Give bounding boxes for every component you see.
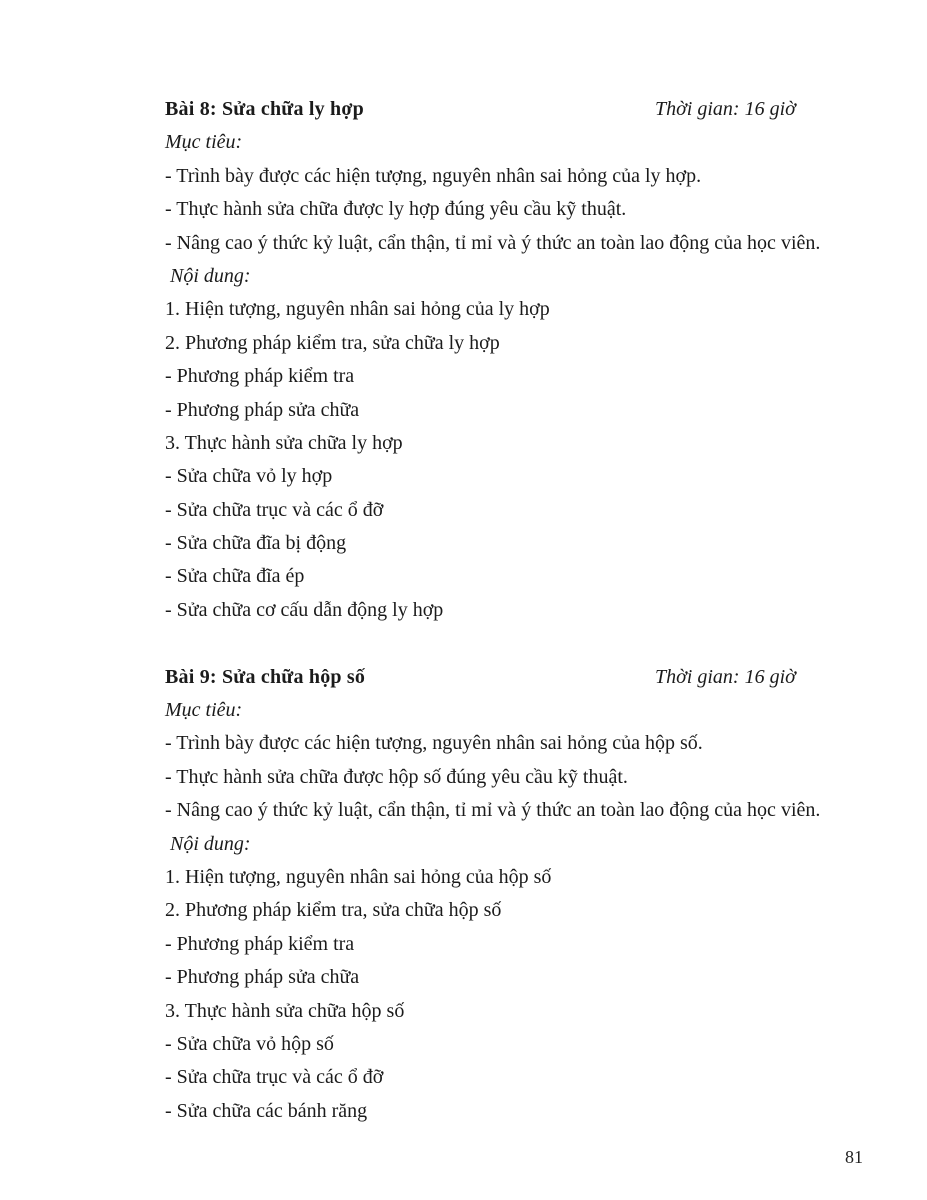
lesson-body	[165, 126, 883, 627]
content-line: Mục tiêu:	[165, 699, 243, 722]
content-line: - Sửa chữa đĩa ép	[165, 565, 305, 588]
content-line: - Sửa chữa các bánh răng	[165, 1099, 368, 1122]
content-line: - Nâng cao ý thức kỷ luật, cẩn thận, tỉ mỉ và ý thức an toàn lao động của học viên.	[165, 231, 821, 254]
content-line: - Sửa chữa vỏ hộp số	[165, 1032, 334, 1055]
content-line: Nội dung:	[170, 264, 251, 287]
content-line: - Sửa chữa trục và các ổ đỡ	[165, 498, 384, 521]
content-line: - Trình bày được các hiện tượng, nguyên nhân sai hỏng của ly hợp.	[165, 164, 702, 187]
content-line: - Nâng cao ý thức kỷ luật, cẩn thận, tỉ mỉ và ý thức an toàn lao động của học viên.	[165, 799, 821, 822]
document-content	[165, 93, 883, 1128]
content-line: - Thực hành sửa chữa được hộp số đúng yêu cầu kỹ thuật.	[165, 765, 628, 788]
lesson-heading	[165, 93, 883, 126]
lesson-body	[165, 694, 883, 1128]
section-gap	[165, 627, 883, 660]
content-line: - Thực hành sửa chữa được ly hợp đúng yêu cầu kỹ thuật.	[165, 198, 627, 221]
lesson-time: Thời gian: 16 giờ	[655, 98, 796, 120]
lesson-section-bai-8	[165, 93, 883, 627]
lesson-time: Thời gian: 16 giờ	[655, 665, 796, 688]
content-line: 1. Hiện tượng, nguyên nhân sai hỏng của ly hợp	[165, 298, 550, 321]
content-line: - Phương pháp sửa chữa	[165, 398, 360, 421]
page-number: 81	[845, 1147, 863, 1167]
lesson-heading	[165, 661, 883, 694]
content-line: - Phương pháp kiểm tra	[165, 365, 355, 388]
content-line: 3. Thực hành sửa chữa ly hợp	[165, 431, 403, 454]
content-line: - Trình bày được các hiện tượng, nguyên nhân sai hỏng của hộp số.	[165, 732, 703, 755]
content-line: - Sửa chữa đĩa bị động	[165, 532, 347, 555]
content-line: 2. Phương pháp kiểm tra, sửa chữa ly hợp	[165, 331, 500, 354]
lesson-title: Bài 8: Sửa chữa ly hợp	[165, 98, 364, 120]
content-line: 1. Hiện tượng, nguyên nhân sai hỏng của hộp số	[165, 865, 552, 888]
content-line: 2. Phương pháp kiểm tra, sửa chữa hộp số	[165, 899, 502, 922]
content-line: 3. Thực hành sửa chữa hộp số	[165, 999, 405, 1022]
lesson-title: Bài 9: Sửa chữa hộp số	[165, 665, 366, 688]
content-line: Mục tiêu:	[165, 131, 243, 154]
content-line: Nội dung:	[170, 832, 251, 855]
lesson-section-bai-9	[165, 661, 883, 1128]
content-line: - Phương pháp kiểm tra	[165, 932, 355, 955]
content-line: - Sửa chữa trục và các ổ đỡ	[165, 1066, 384, 1089]
content-line: - Sửa chữa vỏ ly hợp	[165, 465, 333, 488]
content-line: - Sửa chữa cơ cấu dẫn động ly hợp	[165, 598, 444, 621]
content-line: - Phương pháp sửa chữa	[165, 966, 360, 989]
